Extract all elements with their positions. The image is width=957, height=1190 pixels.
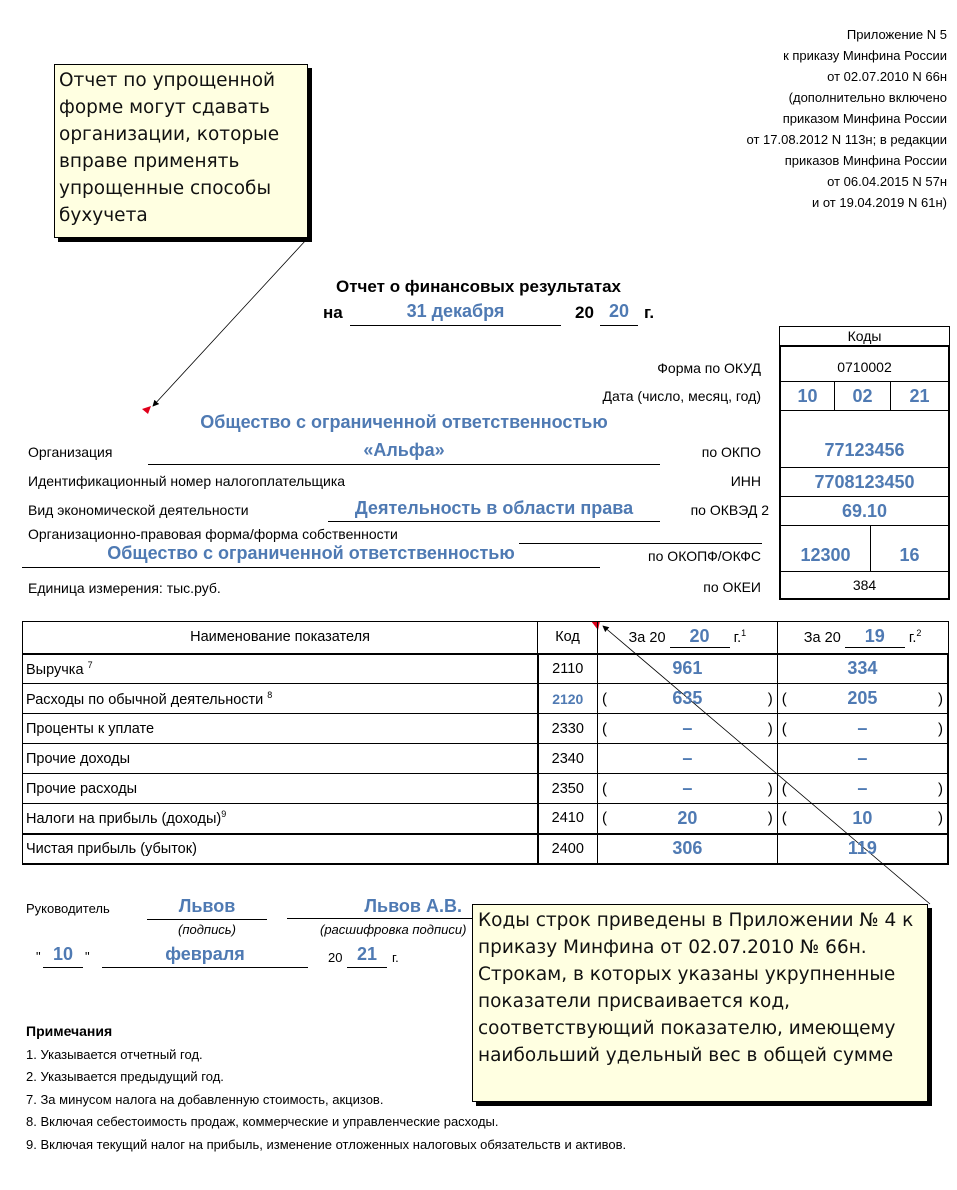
row-previous-value[interactable]: – <box>777 744 948 774</box>
codes-box <box>779 326 950 600</box>
row-name: Прочие доходы <box>23 744 538 774</box>
sign-year-field[interactable]: 21 <box>347 944 387 968</box>
financial-results-table <box>22 621 949 865</box>
row-code: 2350 <box>538 774 598 804</box>
okud-label: Форма по ОКУД <box>657 360 761 376</box>
arrow-top-icon <box>153 240 306 406</box>
date-year-field[interactable]: 21 <box>891 382 948 411</box>
org-name-line2[interactable]: «Альфа» <box>148 440 660 465</box>
table-row <box>23 714 949 744</box>
table-row <box>23 804 949 834</box>
row-previous-value[interactable]: ( – ) <box>777 774 948 804</box>
table-header-row <box>23 622 949 654</box>
header-current-year <box>597 622 777 654</box>
header-previous-year <box>777 622 948 654</box>
appendix-line: к приказу Минфина России <box>783 48 947 63</box>
org-label: Организация <box>28 444 113 460</box>
appendix-line: от 02.07.2010 N 66н <box>827 69 947 84</box>
date-month-field[interactable]: 02 <box>835 382 891 411</box>
page-title: Отчет о финансовых результатах <box>336 277 621 296</box>
legal-form-field[interactable]: Общество с ограниченной ответственностью <box>22 543 600 568</box>
activity-label: Вид экономической деятельности <box>28 502 249 518</box>
codes-header: Коды <box>779 326 950 346</box>
on-label: на <box>323 303 343 322</box>
row-current-value[interactable]: 306 <box>597 834 777 864</box>
table-row <box>23 654 949 684</box>
table-row <box>23 744 949 774</box>
okei-label: по ОКЕИ <box>703 579 761 595</box>
row-code: 2410 <box>538 804 598 834</box>
callout-text: Коды строк приведены в Приложении № 4 к приказу Минфина от 02.07.2010 № 66н. Строкам, в которых указаны укрупненные показатели присваивается код, соответствующий показателю, имеющему наибольший удельный вес в общей сумме <box>478 910 914 1066</box>
prev-prefix: За 20 <box>803 630 841 647</box>
appendix-line: и от 19.04.2019 N 61н) <box>811 195 947 210</box>
prev-footnote: 2 <box>916 628 922 639</box>
okopf-label: по ОКОПФ/ОКФС <box>648 548 761 564</box>
notes-title: Примечания <box>26 1023 113 1039</box>
okved-label: по ОКВЭД 2 <box>690 502 769 518</box>
cur-suffix: г. <box>733 630 742 647</box>
cur-year-field[interactable]: 20 <box>670 626 730 648</box>
year-suffix: г. <box>644 303 655 322</box>
prev-suffix: г. <box>908 630 917 647</box>
okfs-field[interactable]: 16 <box>871 526 948 572</box>
cur-footnote: 1 <box>741 628 747 639</box>
row-code: 2120 <box>538 684 598 714</box>
row-previous-value[interactable]: ( 205 ) <box>777 684 948 714</box>
appendix-line: от 17.08.2012 N 113н; в редакции <box>746 132 947 147</box>
appendix-line: от 06.04.2015 N 57н <box>827 174 947 189</box>
quote-open: " <box>36 949 41 964</box>
row-name: Выручка $^7$ <box>23 654 538 684</box>
row-previous-value[interactable]: ( 10 ) <box>777 804 948 834</box>
okved-field[interactable]: 69.10 <box>781 497 948 526</box>
appendix-line: (дополнительно включено <box>788 90 947 105</box>
okpo-field[interactable]: 77123456 <box>781 411 948 468</box>
signatory-name-field[interactable]: Львов А.В. <box>287 896 472 919</box>
row-current-value[interactable]: ( – ) <box>597 774 777 804</box>
inn-field[interactable]: 7708123450 <box>781 468 948 497</box>
row-current-value[interactable]: 961 <box>597 654 777 684</box>
row-previous-value[interactable]: ( – ) <box>777 714 948 744</box>
row-name: Чистая прибыль (убыток) <box>23 834 538 864</box>
table-row <box>23 684 949 714</box>
row-code: 2400 <box>538 834 598 864</box>
sign-month-field[interactable]: февраля <box>102 944 308 968</box>
unit-label: Единица измерения: тыс.руб. <box>28 580 221 596</box>
row-previous-value[interactable]: 334 <box>777 654 948 684</box>
sign-year-suffix: г. <box>392 950 399 965</box>
year-prefix: 20 <box>575 303 594 322</box>
signature-caption: (подпись) <box>178 922 236 937</box>
head-label: Руководитель <box>26 901 110 916</box>
okopf-field[interactable]: 12300 <box>781 526 871 572</box>
row-name: Проценты к уплате <box>23 714 538 744</box>
callout-simplified-form <box>54 64 308 238</box>
row-name: Прочие расходы <box>23 774 538 804</box>
table-row <box>23 774 949 804</box>
activity-field[interactable]: Деятельность в области права <box>328 498 660 522</box>
signature-field[interactable]: Львов <box>147 896 267 920</box>
okei-code: 384 <box>852 577 877 593</box>
note-item: 7. За минусом налога на добавленную стоимость, акцизов. <box>26 1091 384 1107</box>
row-current-value[interactable]: ( 20 ) <box>597 804 777 834</box>
row-previous-value[interactable]: 119 <box>777 834 948 864</box>
note-item: 9. Включая текущий налог на прибыль, изменение отложенных налоговых обязательств и активов. <box>26 1136 627 1152</box>
date-label: Дата (число, месяц, год) <box>602 388 761 404</box>
callout-text: Отчет по упрощенной форме могут сдавать организации, которые вправе применять упрощенные способы бухучета <box>59 70 280 226</box>
row-code: 2110 <box>538 654 598 684</box>
org-name-line1[interactable]: Общество с ограниченной ответственностью <box>200 412 608 432</box>
row-code: 2330 <box>538 714 598 744</box>
name-caption: (расшифровка подписи) <box>320 922 467 937</box>
report-year-field[interactable]: 20 <box>600 301 638 326</box>
appendix-line: Приложение N 5 <box>846 27 947 42</box>
row-current-value[interactable]: ( 635 ) <box>597 684 777 714</box>
row-current-value[interactable]: ( – ) <box>597 714 777 744</box>
date-day-field[interactable]: 10 <box>781 382 835 411</box>
okpo-label: по ОКПО <box>701 444 761 460</box>
inn-code-label: ИНН <box>730 473 761 489</box>
table-row <box>23 834 949 864</box>
appendix-line: приказов Минфина России <box>784 153 947 168</box>
sign-year-prefix: 20 <box>328 950 343 965</box>
legal-form-underline <box>519 527 762 544</box>
sign-day-field[interactable]: 10 <box>43 944 83 968</box>
note-item: 1. Указывается отчетный год. <box>26 1046 203 1062</box>
header-code: Код <box>538 622 598 654</box>
report-date-field[interactable]: 31 декабря <box>350 301 561 326</box>
prev-year-field[interactable]: 19 <box>845 626 905 648</box>
okud-code: 0710002 <box>781 347 948 382</box>
row-name: Налоги на прибыль (доходы)$^9$ <box>23 804 538 834</box>
header-name: Наименование показателя <box>23 622 538 654</box>
cur-prefix: За 20 <box>628 630 666 647</box>
row-current-value[interactable]: – <box>597 744 777 774</box>
callout-line-codes <box>472 904 928 1102</box>
taxpayer-id-label: Идентификационный номер налогоплательщика <box>28 473 346 489</box>
note-item: 8. Включая себестоимость продаж, коммерческие и управленческие расходы. <box>26 1114 499 1129</box>
appendix-line: приказом Минфина России <box>782 111 947 126</box>
note-item: 2. Указывается предыдущий год. <box>26 1069 224 1084</box>
row-code: 2340 <box>538 744 598 774</box>
quote-close: " <box>85 949 90 964</box>
row-name: Расходы по обычной деятельности $^8$ <box>23 684 538 714</box>
legal-form-label: Организационно-правовая форма/форма собственности <box>28 526 398 542</box>
